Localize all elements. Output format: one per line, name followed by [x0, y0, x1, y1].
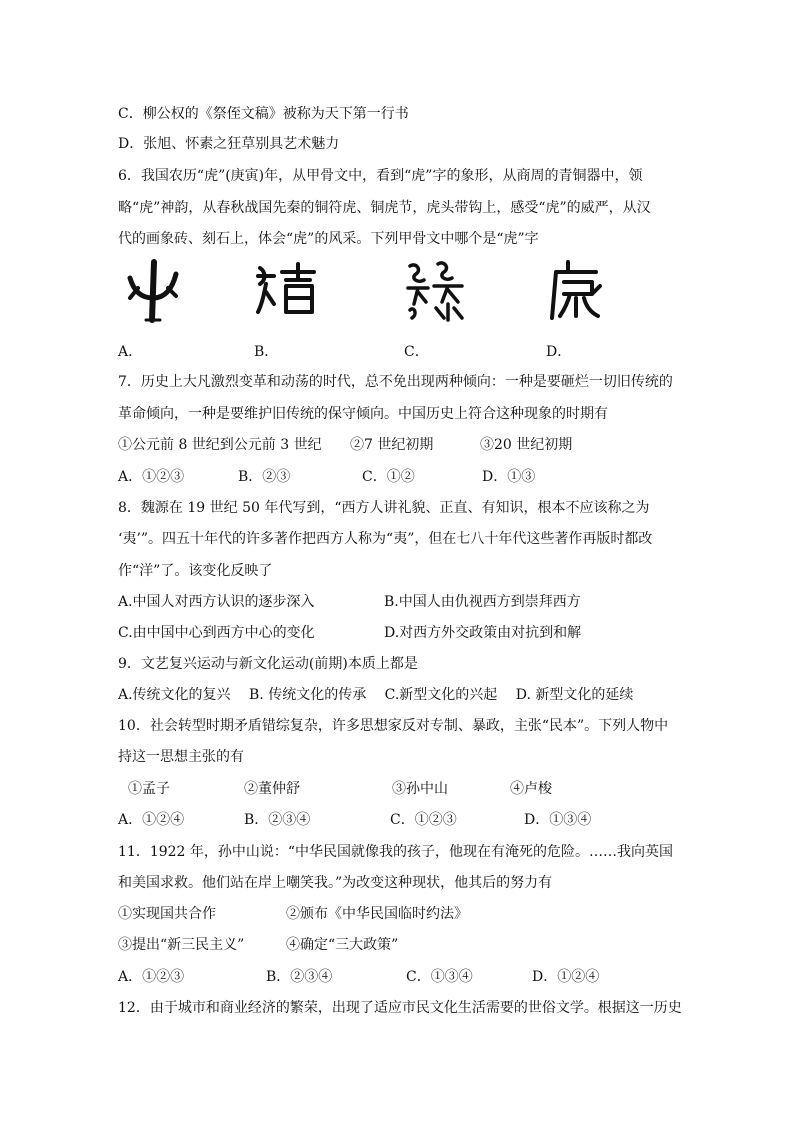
q6-stem-line-1: 6．我国农历“虎”(庚寅)年，从甲骨文中，看到“虎”字的象形，从商周的青铜器中，领: [118, 168, 643, 184]
oracle-glyph-a: [124, 258, 182, 324]
q11-option-c[interactable]: C．①③④: [406, 969, 473, 985]
q12-stem-line-1: 12．由于城市和商业经济的繁荣，出现了适应市民文化生活需要的世俗文学。根据这一历史: [118, 1000, 682, 1016]
q5-option-c: C．柳公权的《祭侄文稿》被称为天下第一行书: [118, 106, 409, 122]
q7-options: [118, 467, 718, 487]
q10-option-d[interactable]: D．①③④: [524, 812, 592, 828]
q6-option-a[interactable]: A．: [118, 344, 143, 360]
q11-item-1: ①实现国共合作: [118, 906, 216, 922]
q6-option-b[interactable]: B．: [254, 344, 279, 360]
q8-options-row-2: [118, 623, 718, 643]
q10-options: [118, 810, 718, 830]
q6-option-c[interactable]: C．: [404, 344, 429, 360]
q10-stem-line-2: 持这一思想主张的有: [118, 749, 244, 765]
q11-item-4: ④确定“三大政策”: [286, 937, 399, 953]
q10-item-1: ①孟子: [128, 781, 170, 797]
q11-option-b[interactable]: B．②③④: [266, 969, 333, 985]
q7-option-d[interactable]: D．①③: [482, 469, 536, 485]
q10-item-2: ②董仲舒: [244, 781, 300, 797]
q10-stem-line-1: 10．社会转型时期矛盾错综复杂，许多思想家反对专制、暴政，主张“民本”。下列人物中: [118, 718, 669, 734]
q7-option-b[interactable]: B．②③: [238, 469, 291, 485]
q8-option-d[interactable]: D.对西方外交政策由对抗到和解: [384, 625, 582, 641]
oracle-glyph-d: [546, 258, 606, 322]
q8-stem-line-3: 作“洋”了。该变化反映了: [118, 563, 273, 579]
q11-option-d[interactable]: D．①②④: [532, 969, 600, 985]
q6-stem-line-3: 代的画象砖、刻石上，体会“虎”的风采。下列甲骨文中哪个是“虎”字: [118, 231, 539, 247]
oracle-glyph-c: [404, 258, 468, 324]
q8-option-b[interactable]: B.中国人由仇视西方到崇拜西方: [384, 594, 581, 610]
q9-stem: 9．文艺复兴运动与新文化运动(前期)本质上都是: [118, 656, 418, 672]
q11-item-3: ③提出“新三民主义”: [118, 937, 245, 953]
q11-item-2: ②颁布《中华民国临时约法》: [286, 906, 468, 922]
q7-item-2: ②7 世纪初期: [350, 437, 434, 453]
q7-stem-line-2: 革命倾向，一种是要维护旧传统的保守倾向。中国历史上符合这种现象的时期有: [118, 406, 608, 422]
q11-stem-line-2: 和美国求救。他们站在岸上嘲笑我。”为改变这种现状，他其后的努力有: [118, 875, 553, 891]
q10-option-a[interactable]: A．①②④: [118, 812, 185, 828]
q11-options: [118, 967, 718, 987]
q6-stem-line-2: 略“虎”神韵，从春秋战国先秦的铜符虎、铜虎节，虎头带钩上，感受“虎”的威严，从汉: [118, 200, 651, 216]
q10-item-4: ④卢梭: [510, 781, 552, 797]
q10-item-3: ③孙中山: [392, 781, 448, 797]
q11-option-a[interactable]: A．①②③: [118, 969, 185, 985]
q8-option-a[interactable]: A.中国人对西方认识的逐步深入: [118, 594, 315, 610]
oracle-glyph-b: [252, 258, 322, 318]
q6-options: [118, 342, 718, 362]
q8-options-row-1: [118, 592, 718, 612]
q7-option-c[interactable]: C．①②: [362, 469, 415, 485]
q10-items: [118, 779, 718, 799]
q7-item-1: ①公元前 8 世纪到公元前 3 世纪: [118, 437, 322, 453]
q8-stem-line-1: 8．魏源在 19 世纪 50 年代写到，“西方人讲礼貌、正直、有知识，根本不应该称之为: [118, 500, 650, 516]
q8-option-c[interactable]: C.由中国中心到西方中心的变化: [118, 625, 315, 641]
q7-items: [118, 435, 718, 455]
q9-options: A.传统文化的复兴 B. 传统文化的传承 C.新型文化的兴起 D. 新型文化的延续: [118, 687, 634, 703]
q7-stem-line-1: 7．历史上大凡激烈变革和动荡的时代，总不免出现两种倾向：一种是要砸烂一切旧传统的: [118, 374, 673, 390]
q11-items-row-2: [118, 935, 718, 955]
q7-item-3: ③20 世纪初期: [480, 437, 573, 453]
q6-option-d[interactable]: D．: [546, 344, 572, 360]
q5-option-d: D．张旭、怀素之狂草别具艺术魅力: [118, 136, 340, 152]
q10-option-c[interactable]: C．①②③: [390, 812, 457, 828]
q11-items-row-1: [118, 904, 718, 924]
q8-stem-line-2: ‘夷’”。四五十年代的许多著作把西方人称为“夷”，但在七八十年代这些著作再版时都改: [118, 531, 653, 547]
q7-option-a[interactable]: A．①②③: [118, 469, 185, 485]
q10-option-b[interactable]: B．②③④: [244, 812, 311, 828]
q11-stem-line-1: 11．1922 年，孙中山说：“中华民国就像我的孩子，他现在有淹死的危险。……我向英国: [118, 844, 674, 860]
